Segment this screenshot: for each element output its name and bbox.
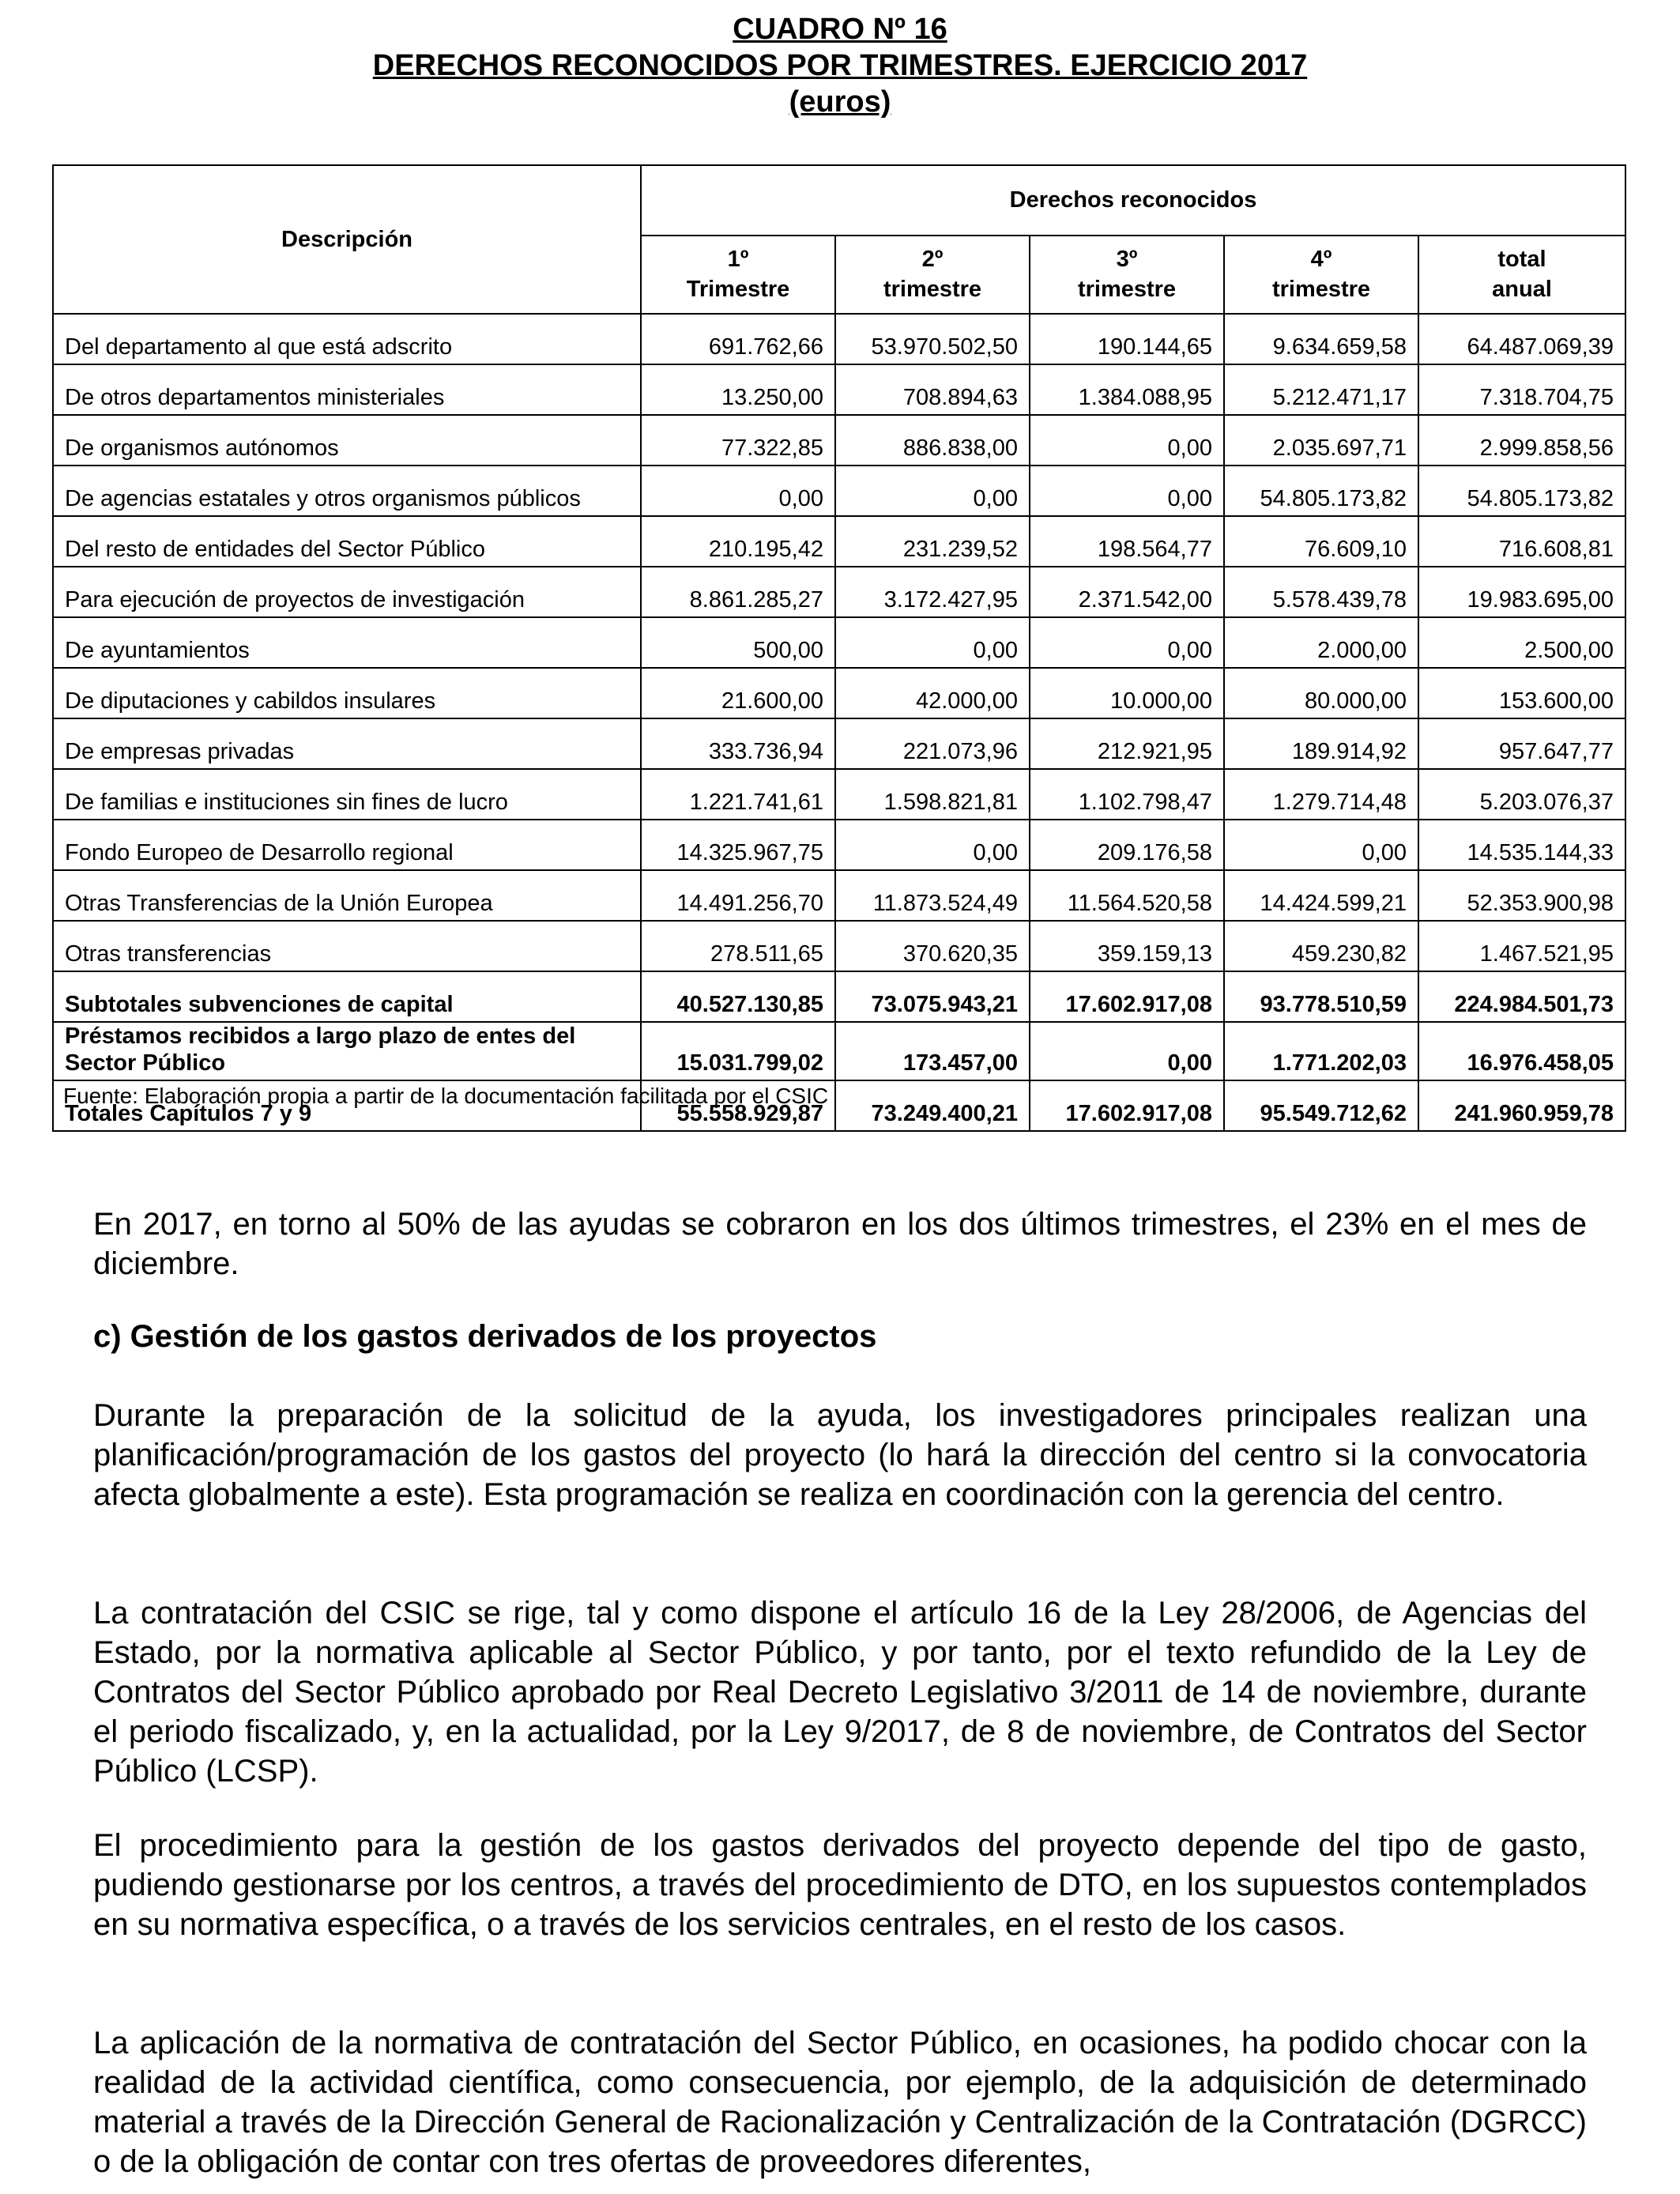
row-value: 95.549.712,62 <box>1224 1080 1418 1131</box>
row-label: Fondo Europeo de Desarrollo regional <box>53 820 641 870</box>
row-value: 2.999.858,56 <box>1418 415 1625 466</box>
row-value: 212.921,95 <box>1030 718 1224 769</box>
row-value: 0,00 <box>835 820 1030 870</box>
row-value: 198.564,77 <box>1030 516 1224 567</box>
row-label: De otros departamentos ministeriales <box>53 364 641 415</box>
row-value: 221.073,96 <box>835 718 1030 769</box>
row-value: 957.647,77 <box>1418 718 1625 769</box>
header-derechos-reconocidos: Derechos reconocidos <box>641 165 1625 236</box>
row-value: 370.620,35 <box>835 921 1030 971</box>
row-label: Otras transferencias <box>53 921 641 971</box>
row-value: 54.805.173,82 <box>1418 466 1625 516</box>
row-label: Préstamos recibidos a largo plazo de entes del Sector Público <box>53 1022 641 1080</box>
row-value: 14.491.256,70 <box>641 870 835 921</box>
row-value: 80.000,00 <box>1224 668 1418 718</box>
row-value: 14.325.967,75 <box>641 820 835 870</box>
table-row <box>53 668 1625 718</box>
row-value: 0,00 <box>1030 1022 1224 1080</box>
row-label: De ayuntamientos <box>53 617 641 668</box>
row-value: 73.075.943,21 <box>835 971 1030 1022</box>
table-row <box>53 516 1625 567</box>
row-label: De organismos autónomos <box>53 415 641 466</box>
row-value: 1.598.821,81 <box>835 769 1030 820</box>
source-note: Fuente: Elaboración propia a partir de la documentación facilitada por el CSIC <box>63 1084 829 1108</box>
row-label: Subtotales subvenciones de capital <box>53 971 641 1022</box>
row-value: 0,00 <box>835 466 1030 516</box>
table-row <box>53 718 1625 769</box>
row-label: Del resto de entidades del Sector Público <box>53 516 641 567</box>
row-value: 1.279.714,48 <box>1224 769 1418 820</box>
row-value: 241.960.959,78 <box>1418 1080 1625 1131</box>
row-label: Para ejecución de proyectos de investigación <box>53 567 641 617</box>
row-value: 2.035.697,71 <box>1224 415 1418 466</box>
row-value: 691.762,66 <box>641 314 835 364</box>
row-label: Totales Capítulos 7 y 9 <box>53 1080 641 1131</box>
row-value: 19.983.695,00 <box>1418 567 1625 617</box>
paragraph-procedimiento: El procedimiento para la gestión de los gastos derivados del proyecto depende del tipo de gasto, pudiendo gestionarse por los centros, a través del procedimiento de DTO, en los supuestos contemplados en su normativa específica, o a través de los servicios centrales, en el resto de los casos. <box>93 1828 1587 1942</box>
table-row <box>53 567 1625 617</box>
row-value: 224.984.501,73 <box>1418 971 1625 1022</box>
table-row <box>53 921 1625 971</box>
row-value: 0,00 <box>835 617 1030 668</box>
row-label: De empresas privadas <box>53 718 641 769</box>
row-value: 40.527.130,85 <box>641 971 835 1022</box>
table-row <box>53 466 1625 516</box>
row-value: 1.102.798,47 <box>1030 769 1224 820</box>
prestamos-row <box>53 1022 1625 1080</box>
row-value: 14.535.144,33 <box>1418 820 1625 870</box>
paragraph-contratacion: La contratación del CSIC se rige, tal y como dispone el artículo 16 de la Ley 28/2006, de Agencias del Estado, por la normativa aplicable al Sector Público, y por tanto, por el texto refundido de la Ley de Contratos del Sector Público aprobado por Real Decreto Legislativo 3/2011 de 14 de noviembre, durante el periodo fiscalizado, y, en la actualidad, por la Ley 9/2017, de 8 de noviembre, de Contratos del Sector Público (LCSP). <box>93 1596 1587 1789</box>
row-value: 716.608,81 <box>1418 516 1625 567</box>
header-q4: 4º trimestre <box>1224 236 1418 314</box>
row-value: 17.602.917,08 <box>1030 1080 1224 1131</box>
row-value: 209.176,58 <box>1030 820 1224 870</box>
row-value: 1.771.202,03 <box>1224 1022 1418 1080</box>
row-value: 359.159,13 <box>1030 921 1224 971</box>
row-value: 278.511,65 <box>641 921 835 971</box>
row-value: 708.894,63 <box>835 364 1030 415</box>
table-body <box>53 314 1625 1131</box>
row-value: 55.558.929,87 <box>641 1080 835 1131</box>
table-units-title: (euros) <box>789 85 891 119</box>
row-value: 0,00 <box>1030 415 1224 466</box>
row-label: Otras Transferencias de la Unión Europea <box>53 870 641 921</box>
table-row <box>53 617 1625 668</box>
row-label: Del departamento al que está adscrito <box>53 314 641 364</box>
row-value: 8.861.285,27 <box>641 567 835 617</box>
table-number-title: CUADRO Nº 16 <box>733 13 947 46</box>
table-row <box>53 870 1625 921</box>
row-value: 14.424.599,21 <box>1224 870 1418 921</box>
row-value: 21.600,00 <box>641 668 835 718</box>
row-value: 93.778.510,59 <box>1224 971 1418 1022</box>
header-descripcion: Descripción <box>53 165 641 314</box>
row-value: 52.353.900,98 <box>1418 870 1625 921</box>
row-label: De familias e instituciones sin fines de lucro <box>53 769 641 820</box>
row-value: 173.457,00 <box>835 1022 1030 1080</box>
row-value: 73.249.400,21 <box>835 1080 1030 1131</box>
row-value: 3.172.427,95 <box>835 567 1030 617</box>
row-value: 1.221.741,61 <box>641 769 835 820</box>
header-total: total anual <box>1418 236 1625 314</box>
subtotal-row <box>53 971 1625 1022</box>
row-value: 231.239,52 <box>835 516 1030 567</box>
row-value: 1.467.521,95 <box>1418 921 1625 971</box>
row-value: 77.322,85 <box>641 415 835 466</box>
row-value: 76.609,10 <box>1224 516 1418 567</box>
table-main-title: DERECHOS RECONOCIDOS POR TRIMESTRES. EJERCICIO 2017 <box>372 49 1308 82</box>
row-value: 0,00 <box>1030 617 1224 668</box>
table-row <box>53 415 1625 466</box>
row-value: 2.500,00 <box>1418 617 1625 668</box>
paragraph-cobros: En 2017, en torno al 50% de las ayudas se cobraron en los dos últimos trimestres, el 23% en el mes de diciembre. <box>93 1207 1587 1281</box>
row-label: De diputaciones y cabildos insulares <box>53 668 641 718</box>
row-value: 13.250,00 <box>641 364 835 415</box>
row-value: 54.805.173,82 <box>1224 466 1418 516</box>
header-q3: 3º trimestre <box>1030 236 1224 314</box>
row-value: 0,00 <box>641 466 835 516</box>
section-heading-gestion-gastos: c) Gestión de los gastos derivados de los proyectos <box>93 1319 877 1354</box>
paragraph-aplicacion: La aplicación de la normativa de contratación del Sector Público, en ocasiones, ha podido chocar con la realidad de la actividad científica, como consecuencia, por ejemplo, de la adquisición de determinado material a través de la Dirección General de Racionalización y Centralización de la Contratación (DGRCC) o de la obligación de contar con tres ofertas de proveedores diferentes, <box>93 2026 1587 2179</box>
table-row <box>53 364 1625 415</box>
row-value: 10.000,00 <box>1030 668 1224 718</box>
row-value: 210.195,42 <box>641 516 835 567</box>
title-block <box>0 11 1680 120</box>
derechos-table <box>52 164 1626 1132</box>
row-value: 333.736,94 <box>641 718 835 769</box>
row-value: 459.230,82 <box>1224 921 1418 971</box>
table-row <box>53 769 1625 820</box>
row-value: 5.203.076,37 <box>1418 769 1625 820</box>
paragraph-planificacion: Durante la preparación de la solicitud de la ayuda, los investigadores principales realizan una planificación/programación de los gastos del proyecto (lo hará la dirección del centro si la convocatoria afecta globalmente a este). Esta programación se realiza en coordinación con la gerencia del centro. <box>93 1398 1587 1512</box>
row-value: 189.914,92 <box>1224 718 1418 769</box>
row-value: 2.000,00 <box>1224 617 1418 668</box>
row-value: 16.976.458,05 <box>1418 1022 1625 1080</box>
row-value: 0,00 <box>1030 466 1224 516</box>
row-value: 15.031.799,02 <box>641 1022 835 1080</box>
table-row <box>53 820 1625 870</box>
row-value: 5.212.471,17 <box>1224 364 1418 415</box>
row-value: 11.564.520,58 <box>1030 870 1224 921</box>
table-row <box>53 314 1625 364</box>
row-label: De agencias estatales y otros organismos públicos <box>53 466 641 516</box>
row-value: 2.371.542,00 <box>1030 567 1224 617</box>
row-value: 9.634.659,58 <box>1224 314 1418 364</box>
row-value: 11.873.524,49 <box>835 870 1030 921</box>
row-value: 17.602.917,08 <box>1030 971 1224 1022</box>
row-value: 0,00 <box>1224 820 1418 870</box>
row-value: 7.318.704,75 <box>1418 364 1625 415</box>
header-q2: 2º trimestre <box>835 236 1030 314</box>
header-q1: 1º Trimestre <box>641 236 835 314</box>
row-value: 42.000,00 <box>835 668 1030 718</box>
row-value: 5.578.439,78 <box>1224 567 1418 617</box>
row-value: 153.600,00 <box>1418 668 1625 718</box>
row-value: 500,00 <box>641 617 835 668</box>
row-value: 64.487.069,39 <box>1418 314 1625 364</box>
row-value: 190.144,65 <box>1030 314 1224 364</box>
row-value: 53.970.502,50 <box>835 314 1030 364</box>
row-value: 1.384.088,95 <box>1030 364 1224 415</box>
row-value: 886.838,00 <box>835 415 1030 466</box>
